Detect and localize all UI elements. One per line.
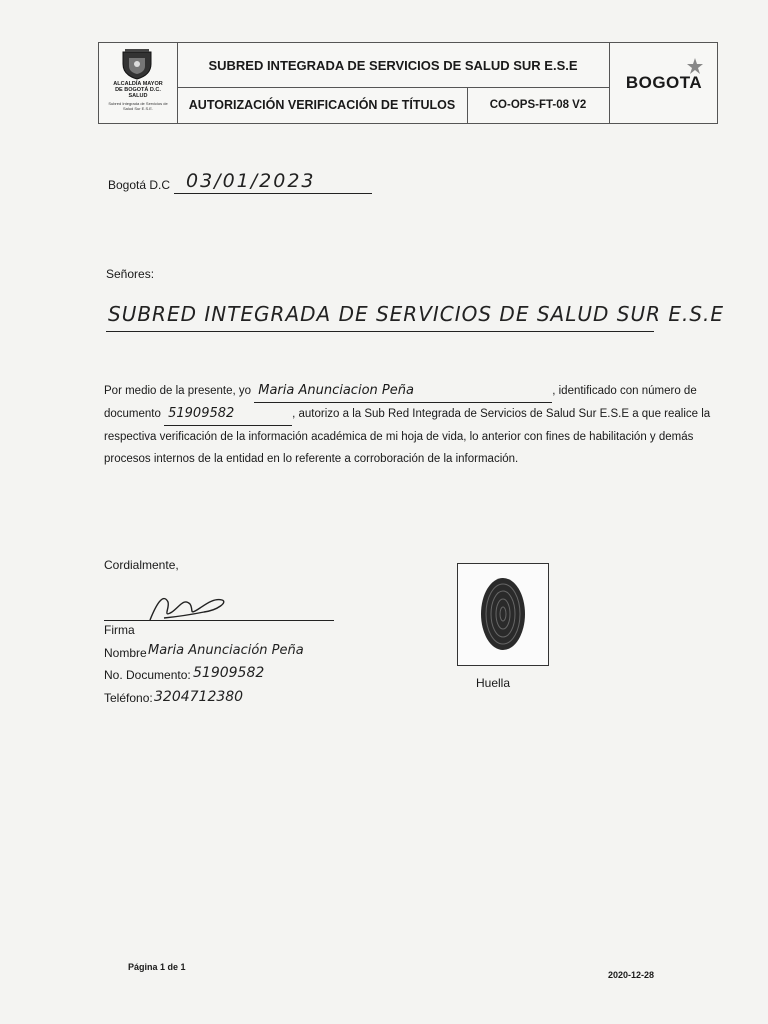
document-title: SUBRED INTEGRADA DE SERVICIOS DE SALUD SUR E.S.E xyxy=(177,43,609,88)
document-code: CO-OPS-FT-08 V2 xyxy=(489,99,587,111)
authorization-paragraph xyxy=(104,380,714,470)
telefono-value: 3204712380 xyxy=(154,689,244,705)
body-text-2: , identificado con número de documento xyxy=(104,385,697,420)
salutation: Señores: xyxy=(106,267,155,281)
bogota-wordmark: BOGOTA xyxy=(625,73,703,92)
star-icon xyxy=(686,57,704,75)
recipient-handwritten: SUBRED INTEGRADA DE SERVICIOS DE SALUD SUR E.S.E xyxy=(108,302,725,326)
nombre-value: Maria Anunciación Peña xyxy=(148,643,304,658)
date-underline xyxy=(174,193,372,194)
alcaldia-logo xyxy=(99,43,178,123)
firma-label: Firma xyxy=(104,623,135,637)
nombre-label: Nombre xyxy=(104,646,147,660)
recipient-underline xyxy=(106,331,654,332)
applicant-name: Maria Anunciacion Peña xyxy=(254,380,552,403)
fingerprint-box xyxy=(457,563,549,666)
footer-date: 2020-12-28 xyxy=(608,970,655,980)
subred-small-text: Subred Integrada de Servicios de Salud Sur E.S.E. xyxy=(108,101,168,111)
documento-value: 51909582 xyxy=(193,665,265,681)
huella-label: Huella xyxy=(476,676,511,690)
fingerprint-icon xyxy=(458,564,548,665)
body-text-3: , autorizo a la Sub Red Integrada de Servicios de Salud Sur E.S.E a que realice la respectiva verificación de la información académica de mi hoja de vida, lo anterior con fines de habilitación y demás procesos internos de la entidad en lo referente a corroboración de la información. xyxy=(104,408,711,465)
page-number: Página 1 de 1 xyxy=(128,962,186,972)
date-label: Bogotá D.C xyxy=(108,178,171,192)
bogota-logo xyxy=(609,43,718,123)
date-value: 03/01/2023 xyxy=(186,170,316,192)
documento-label: No. Documento: xyxy=(104,668,191,682)
applicant-document: 51909582 xyxy=(164,403,292,426)
document-subtitle: AUTORIZACIÓN VERIFICACIÓN DE TÍTULOS xyxy=(177,87,468,123)
telefono-label: Teléfono: xyxy=(104,691,153,705)
document-header xyxy=(98,42,718,124)
alcaldia-text: ALCALDÍA MAYOR DE BOGOTÁ D.C. SALUD xyxy=(113,81,163,99)
body-text-1: Por medio de la presente, yo xyxy=(104,385,252,397)
coat-of-arms-icon xyxy=(119,48,155,80)
signature-line xyxy=(104,620,334,621)
closing: Cordialmente, xyxy=(104,558,179,572)
